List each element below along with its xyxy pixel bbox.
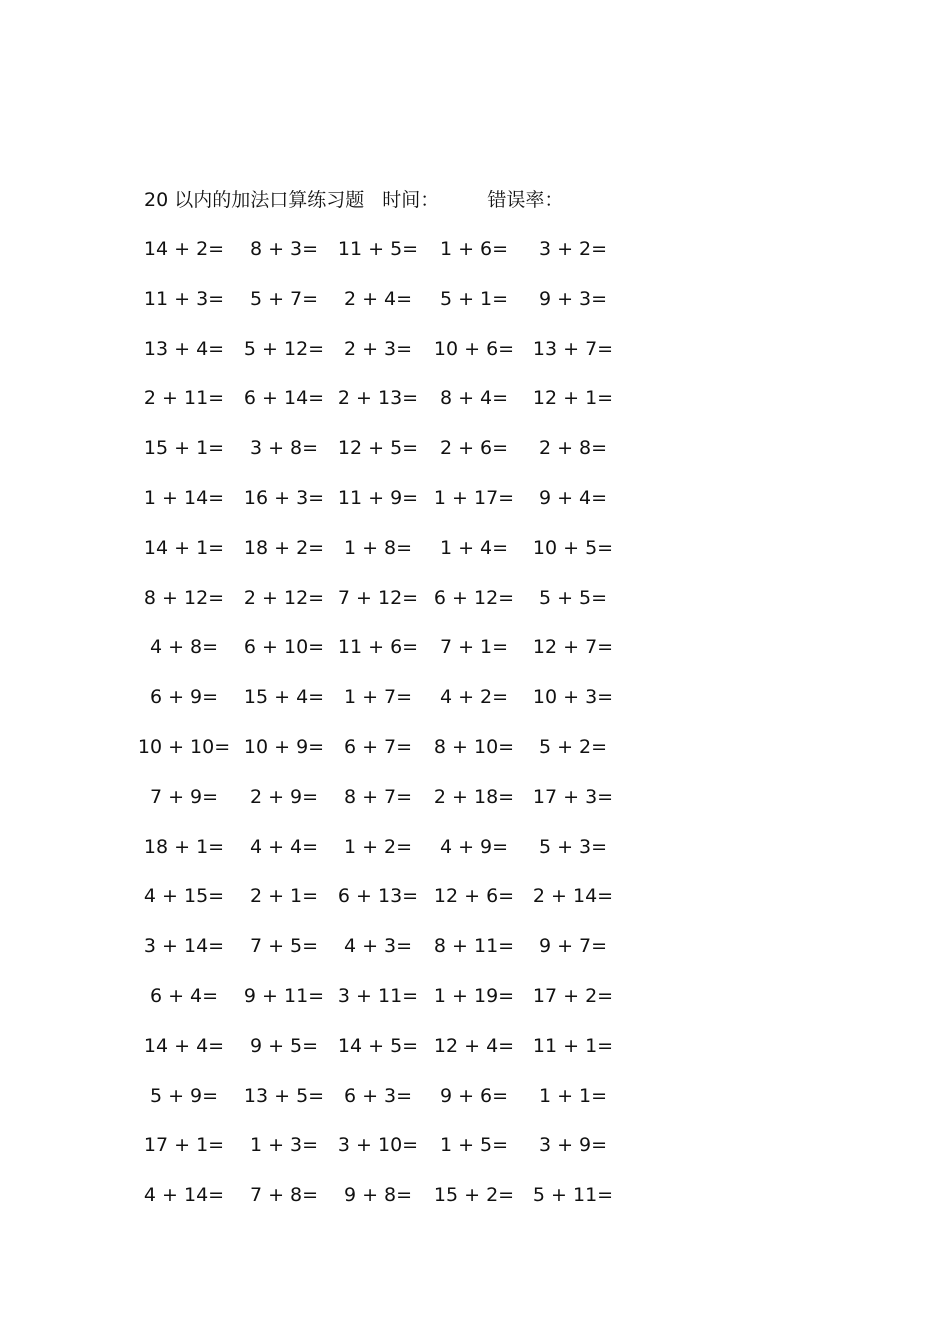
addition-problem: 4 + 14= — [143, 1184, 225, 1207]
addition-problem: 10 + 5= — [532, 536, 614, 559]
addition-problem: 9 + 4= — [538, 486, 608, 509]
problem-row — [144, 833, 624, 883]
addition-problem: 6 + 10= — [243, 636, 325, 659]
addition-problem: 6 + 4= — [149, 984, 219, 1007]
addition-problem: 7 + 8= — [249, 1184, 319, 1207]
addition-problem: 3 + 11= — [337, 984, 419, 1007]
addition-problem: 10 + 10= — [137, 735, 231, 758]
addition-problem: 6 + 7= — [343, 735, 413, 758]
addition-problem: 2 + 11= — [143, 387, 225, 410]
addition-problem: 5 + 11= — [532, 1184, 614, 1207]
addition-problem: 2 + 8= — [538, 437, 608, 460]
addition-problem: 1 + 5= — [439, 1134, 509, 1157]
addition-problem: 12 + 1= — [532, 387, 614, 410]
addition-problem: 3 + 2= — [538, 238, 608, 260]
addition-problem: 5 + 2= — [538, 735, 608, 758]
addition-problem: 2 + 12= — [243, 586, 325, 609]
problem-row — [144, 384, 624, 434]
problem-row — [144, 584, 624, 634]
addition-problem: 15 + 1= — [143, 437, 225, 460]
addition-problem: 9 + 5= — [249, 1034, 319, 1057]
addition-problem: 7 + 5= — [249, 935, 319, 958]
addition-problem: 5 + 7= — [249, 287, 319, 310]
addition-problem: 17 + 3= — [532, 785, 614, 808]
addition-problem: 14 + 5= — [337, 1034, 419, 1057]
addition-problem: 5 + 9= — [149, 1084, 219, 1107]
addition-problem: 17 + 2= — [532, 984, 614, 1007]
addition-problem: 11 + 9= — [337, 486, 419, 509]
addition-problem: 4 + 15= — [143, 885, 225, 908]
addition-problem: 2 + 18= — [433, 785, 515, 808]
addition-problem: 17 + 1= — [143, 1134, 225, 1157]
addition-problem: 14 + 1= — [143, 536, 225, 559]
addition-problem: 2 + 14= — [532, 885, 614, 908]
time-label: 时间： — [382, 189, 440, 211]
addition-problem: 7 + 1= — [439, 636, 509, 659]
addition-problem: 1 + 7= — [343, 686, 413, 709]
problem-row — [144, 633, 624, 683]
addition-problem: 9 + 3= — [538, 287, 608, 310]
problem-row — [144, 285, 624, 335]
worksheet-header — [144, 186, 563, 214]
problem-row — [144, 1082, 624, 1132]
addition-problem: 13 + 7= — [532, 337, 614, 360]
addition-problem: 1 + 14= — [143, 486, 225, 509]
addition-problem: 9 + 7= — [538, 935, 608, 958]
addition-problem: 2 + 3= — [343, 337, 413, 360]
addition-problem: 1 + 8= — [343, 536, 413, 559]
addition-problem: 4 + 3= — [343, 935, 413, 958]
addition-problem: 14 + 2= — [143, 238, 225, 260]
addition-problem: 9 + 11= — [243, 984, 325, 1007]
addition-problem: 16 + 3= — [243, 486, 325, 509]
worksheet-title: 20 以内的加法口算练习题 — [144, 189, 365, 211]
addition-problem: 8 + 10= — [433, 735, 515, 758]
addition-problem: 6 + 14= — [243, 387, 325, 410]
error-rate-label: 错误率： — [487, 189, 564, 211]
addition-problem: 7 + 9= — [149, 785, 219, 808]
addition-problem: 10 + 9= — [243, 735, 325, 758]
problem-row — [144, 1181, 624, 1231]
addition-problem: 1 + 19= — [433, 984, 515, 1007]
problem-row — [144, 1131, 624, 1181]
addition-problem: 1 + 2= — [343, 835, 413, 858]
addition-problem: 1 + 3= — [249, 1134, 319, 1157]
addition-problem: 6 + 3= — [343, 1084, 413, 1107]
addition-problem: 3 + 10= — [337, 1134, 419, 1157]
addition-problem: 8 + 7= — [343, 785, 413, 808]
addition-problem: 11 + 6= — [337, 636, 419, 659]
problem-grid — [137, 235, 624, 1231]
addition-problem: 4 + 2= — [439, 686, 509, 709]
addition-problem: 12 + 6= — [433, 885, 515, 908]
problem-row — [144, 335, 624, 385]
addition-problem: 4 + 4= — [249, 835, 319, 858]
addition-problem: 2 + 1= — [249, 885, 319, 908]
addition-problem: 2 + 4= — [343, 287, 413, 310]
addition-problem: 3 + 8= — [249, 437, 319, 460]
addition-problem: 1 + 1= — [538, 1084, 608, 1107]
addition-problem: 2 + 13= — [337, 387, 419, 410]
addition-problem: 1 + 17= — [433, 486, 515, 509]
addition-problem: 2 + 9= — [249, 785, 319, 808]
problem-row — [144, 434, 624, 484]
addition-problem: 9 + 8= — [343, 1184, 413, 1207]
addition-problem: 6 + 13= — [337, 885, 419, 908]
addition-problem: 4 + 8= — [149, 636, 219, 659]
addition-problem: 5 + 5= — [538, 586, 608, 609]
problem-row — [144, 882, 624, 932]
addition-problem: 1 + 4= — [439, 536, 509, 559]
problem-row — [144, 683, 624, 733]
problem-row — [144, 783, 624, 833]
addition-problem: 13 + 5= — [243, 1084, 325, 1107]
problem-row — [144, 932, 624, 982]
addition-problem: 15 + 4= — [243, 686, 325, 709]
problem-row — [144, 1032, 624, 1082]
addition-problem: 10 + 3= — [532, 686, 614, 709]
addition-problem: 13 + 4= — [143, 337, 225, 360]
addition-problem: 12 + 7= — [532, 636, 614, 659]
addition-problem: 8 + 4= — [439, 387, 509, 410]
addition-problem: 14 + 4= — [143, 1034, 225, 1057]
addition-problem: 5 + 12= — [243, 337, 325, 360]
addition-problem: 15 + 2= — [433, 1184, 515, 1207]
addition-problem: 12 + 5= — [337, 437, 419, 460]
addition-problem: 11 + 3= — [143, 287, 225, 310]
addition-problem: 18 + 1= — [143, 835, 225, 858]
addition-problem: 8 + 3= — [249, 238, 319, 260]
addition-problem: 1 + 6= — [439, 238, 509, 260]
addition-problem: 7 + 12= — [337, 586, 419, 609]
addition-problem: 11 + 1= — [532, 1034, 614, 1057]
addition-problem: 10 + 6= — [433, 337, 515, 360]
addition-problem: 5 + 1= — [439, 287, 509, 310]
addition-problem: 3 + 9= — [538, 1134, 608, 1157]
problem-row — [144, 484, 624, 534]
addition-problem: 11 + 5= — [337, 238, 419, 260]
addition-problem: 8 + 11= — [433, 935, 515, 958]
problem-row — [144, 534, 624, 584]
addition-problem: 4 + 9= — [439, 835, 509, 858]
problem-row — [144, 235, 624, 285]
addition-problem: 12 + 4= — [433, 1034, 515, 1057]
addition-problem: 9 + 6= — [439, 1084, 509, 1107]
addition-problem: 18 + 2= — [243, 536, 325, 559]
addition-problem: 2 + 6= — [439, 437, 509, 460]
addition-problem: 6 + 9= — [149, 686, 219, 709]
problem-row — [144, 982, 624, 1032]
addition-problem: 8 + 12= — [143, 586, 225, 609]
addition-problem: 5 + 3= — [538, 835, 608, 858]
addition-problem: 6 + 12= — [433, 586, 515, 609]
problem-row — [137, 733, 624, 783]
addition-problem: 3 + 14= — [143, 935, 225, 958]
